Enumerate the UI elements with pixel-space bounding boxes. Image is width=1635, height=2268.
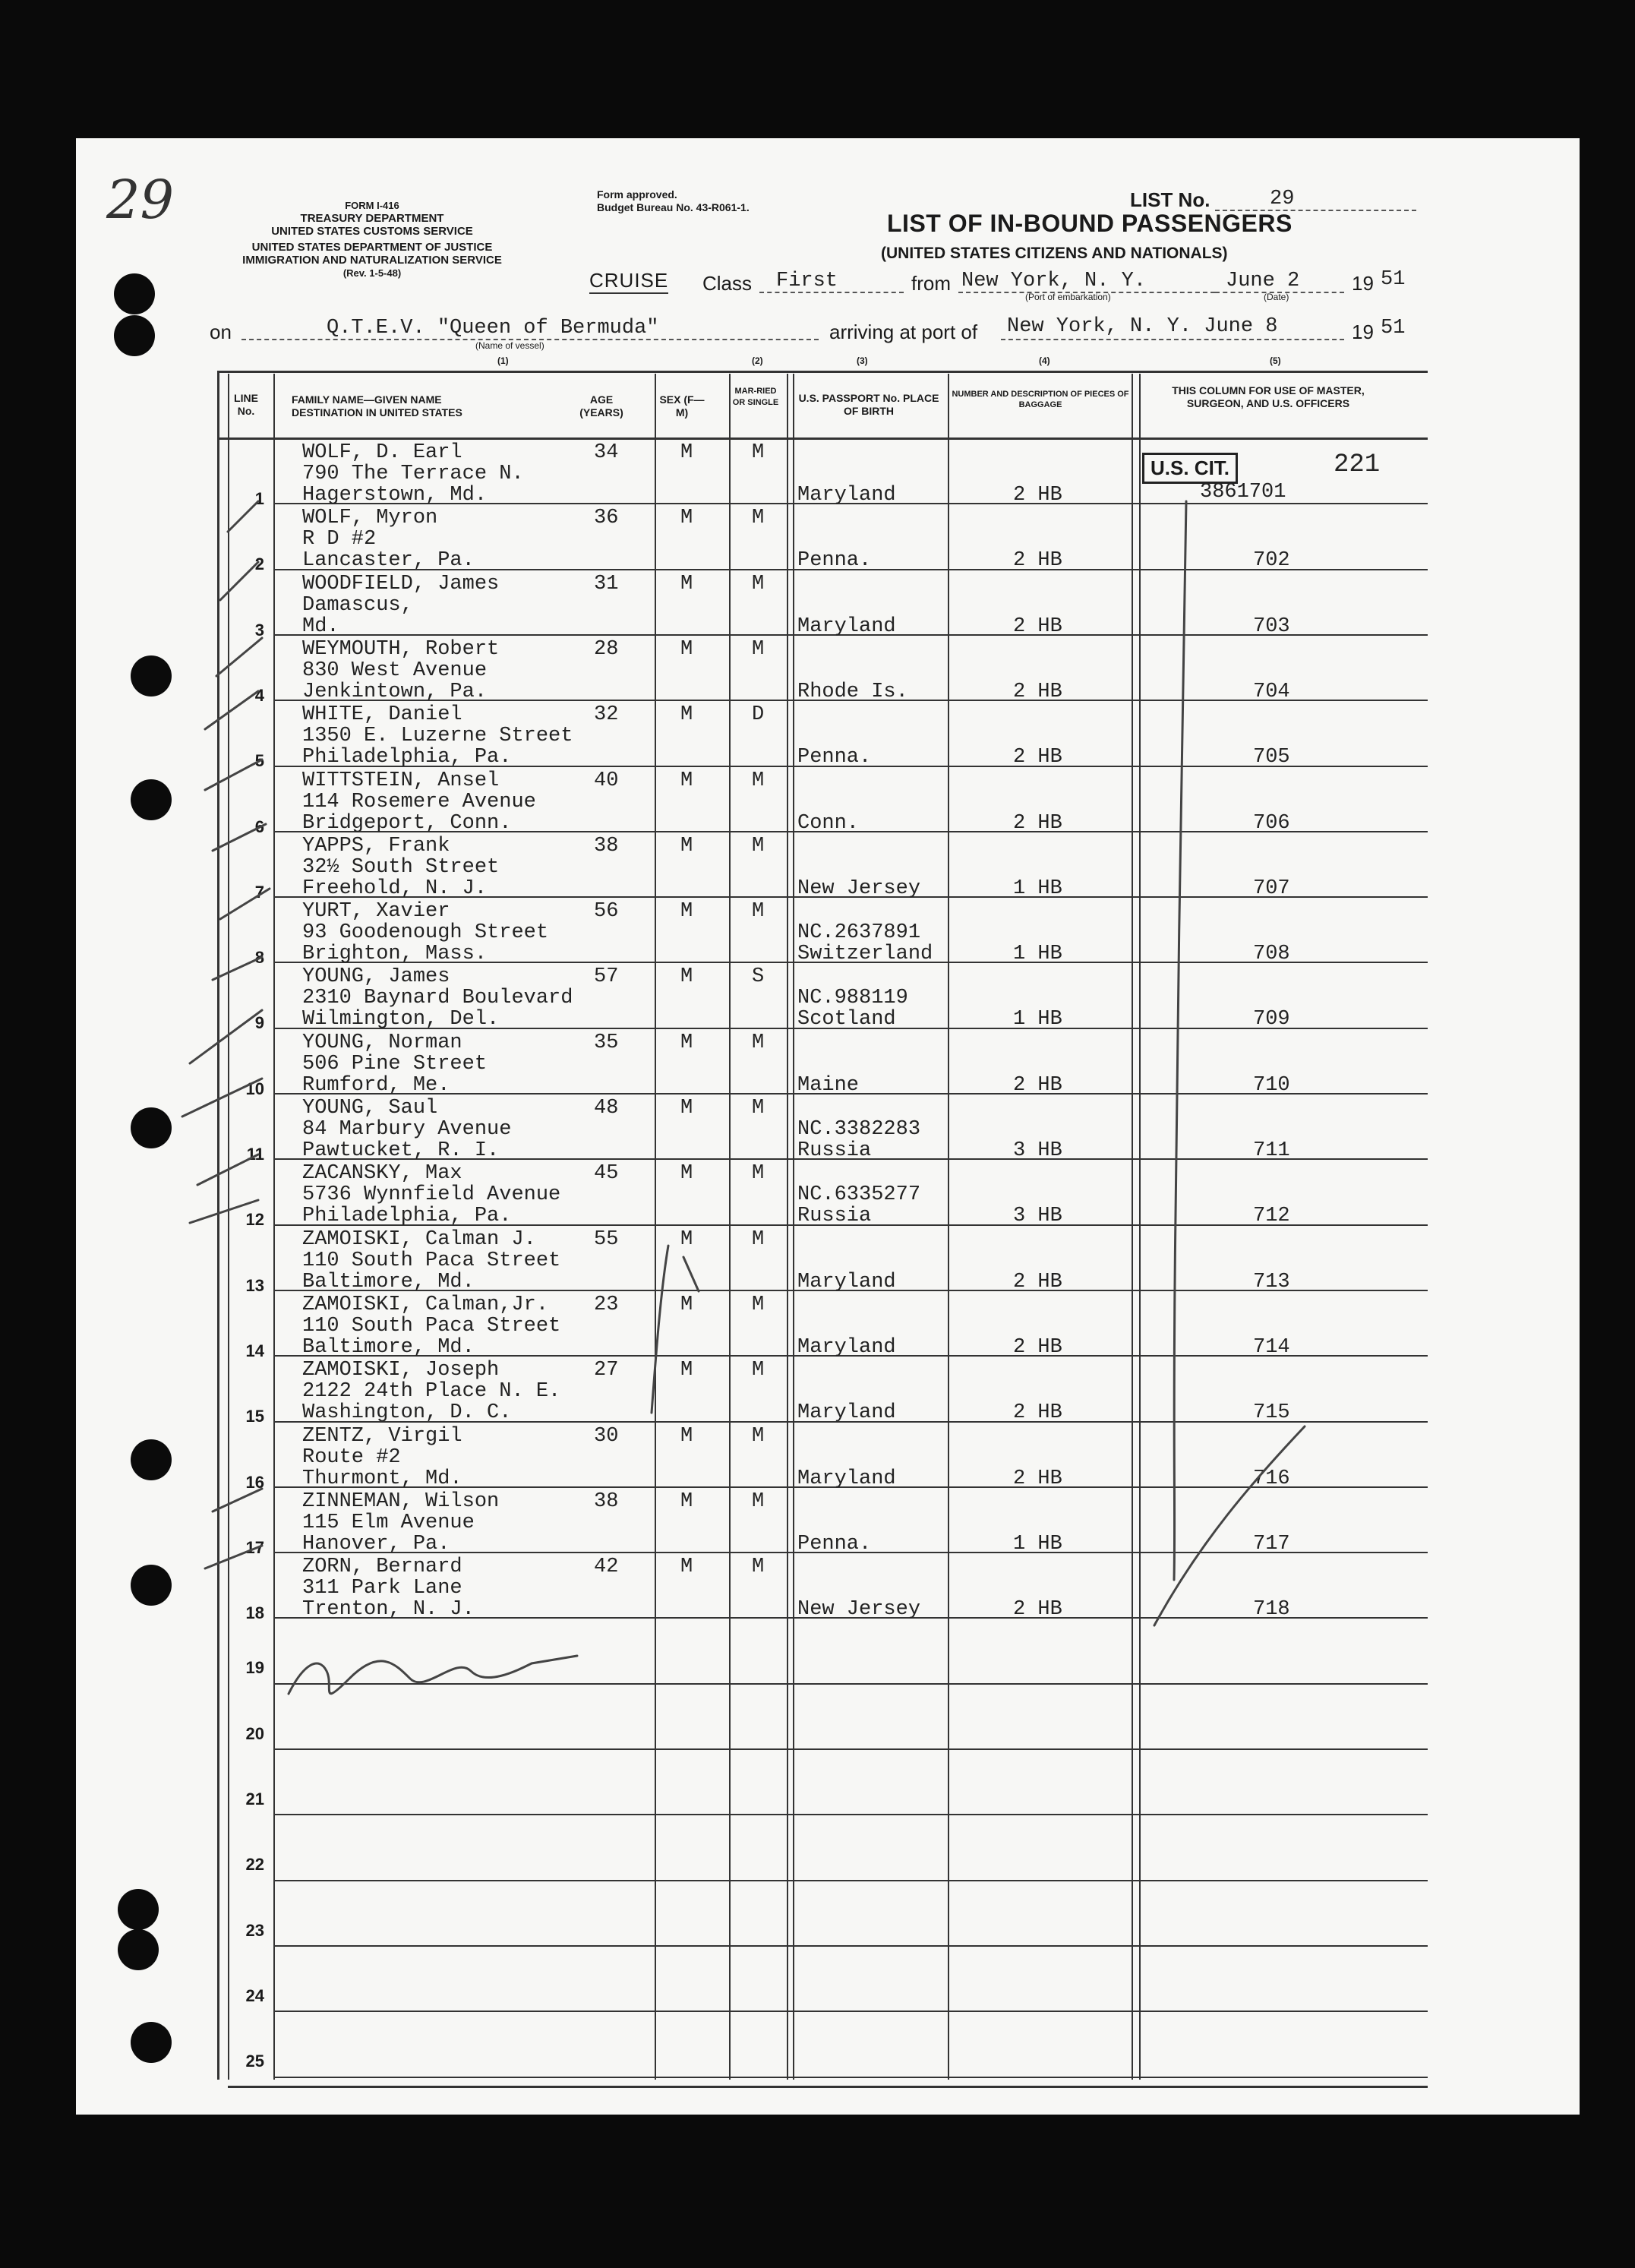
tick-mark	[213, 957, 262, 980]
check-line	[1174, 501, 1186, 1580]
date-value: June 2	[1226, 270, 1300, 292]
place-of-birth: Maryland	[797, 1401, 896, 1425]
passenger-sex: M	[680, 1227, 693, 1251]
passenger-address: Damascus,	[302, 593, 413, 617]
passenger-sex: M	[680, 572, 693, 595]
stamp-number: 221	[1334, 450, 1381, 479]
passenger-age: 34	[594, 441, 619, 464]
passport-number: NC.6335277	[797, 1183, 921, 1207]
passenger-age: 31	[594, 572, 619, 595]
col-header-baggage: NUMBER AND DESCRIPTION OF PIECES OF BAGGAGE	[952, 390, 1129, 409]
passenger-city: Thurmont, Md.	[302, 1467, 462, 1490]
col-header-sex: SEX (F—M)	[659, 393, 705, 419]
officer-number: 704	[1253, 680, 1290, 703]
col-num-5: (5)	[1270, 355, 1281, 366]
passenger-city: Lancaster, Pa.	[302, 549, 475, 573]
officer-number: 714	[1253, 1335, 1290, 1359]
place-of-birth: Maryland	[797, 614, 896, 638]
vessel-name: Q.T.E.V. "Queen of Bermuda"	[327, 317, 659, 340]
line-number: 5	[254, 751, 264, 771]
passenger-address: 2310 Baynard Boulevard	[302, 987, 573, 1010]
passenger-name: YOUNG, Saul	[302, 1097, 438, 1120]
officer-number: 713	[1253, 1270, 1290, 1294]
baggage: 2 HB	[1013, 484, 1062, 507]
passenger-city: Trenton, N. J.	[302, 1598, 475, 1622]
baggage: 2 HB	[1013, 1073, 1062, 1097]
line-number: 11	[246, 1145, 264, 1164]
baggage: 2 HB	[1013, 680, 1062, 703]
form-number: FORM I-416	[345, 200, 399, 211]
passenger-name: WHITE, Daniel	[302, 703, 462, 727]
tick-mark	[190, 1200, 258, 1223]
line-number: 16	[245, 1472, 264, 1492]
passenger-marital: M	[752, 1097, 765, 1120]
passenger-sex: M	[680, 965, 693, 989]
passenger-address: 830 West Avenue	[302, 659, 488, 682]
passenger-marital: M	[752, 441, 765, 464]
passenger-marital: M	[752, 637, 765, 661]
passenger-marital: M	[752, 1293, 765, 1316]
passenger-city: Md.	[302, 614, 339, 638]
passenger-city: Washington, D. C.	[302, 1401, 512, 1425]
baggage: 2 HB	[1013, 1270, 1062, 1294]
place-of-birth: New Jersey	[797, 877, 921, 900]
class-label: Class	[702, 272, 753, 295]
passport-number: NC.3382283	[797, 1118, 921, 1141]
passenger-sex: M	[680, 1031, 693, 1054]
page-title: LIST OF IN-BOUND PASSENGERS	[887, 210, 1293, 237]
passenger-age: 45	[594, 1162, 619, 1186]
place-of-birth: Scotland	[797, 1008, 896, 1031]
passenger-sex: M	[680, 441, 693, 464]
passenger-marital: M	[752, 507, 765, 530]
col-header-age: AGE (YEARS)	[579, 393, 623, 419]
passenger-marital: M	[752, 900, 765, 924]
passenger-address: 84 Marbury Avenue	[302, 1118, 512, 1141]
passenger-city: Baltimore, Md.	[302, 1335, 475, 1359]
line-number: 24	[245, 1985, 264, 2005]
passenger-city: Philadelphia, Pa.	[302, 746, 512, 769]
baggage: 1 HB	[1013, 1532, 1062, 1556]
arriving-label: arriving at port of	[829, 321, 978, 343]
tick-mark	[205, 691, 258, 729]
passenger-name: WOODFIELD, James	[302, 572, 500, 595]
passenger-age: 56	[594, 900, 619, 924]
place-of-birth: Penna.	[797, 549, 872, 573]
passenger-age: 38	[594, 834, 619, 858]
passenger-city: Hagerstown, Md.	[302, 484, 488, 507]
col-header-name: FAMILY NAME—GIVEN NAME	[292, 393, 442, 406]
col-num-1: (1)	[497, 355, 509, 366]
passenger-city: Baltimore, Md.	[302, 1270, 475, 1294]
officer-number: 706	[1253, 811, 1290, 835]
passenger-age: 35	[594, 1031, 619, 1054]
place-of-birth: Maryland	[797, 1335, 896, 1359]
year2-value: 51	[1381, 317, 1406, 340]
baggage: 3 HB	[1013, 1139, 1062, 1162]
check-stroke	[1154, 1426, 1305, 1625]
passenger-marital: M	[752, 572, 765, 595]
passenger-address: 110 South Paca Street	[302, 1249, 561, 1272]
date-caption: (Date)	[1264, 292, 1289, 302]
passenger-address: 93 Goodenough Street	[302, 921, 549, 945]
passenger-sex: M	[680, 769, 693, 792]
line-number: 8	[254, 948, 264, 968]
tick-mark	[228, 501, 258, 532]
place-of-birth: Penna.	[797, 746, 872, 769]
passenger-city: Brighton, Mass.	[302, 943, 488, 966]
line-number: 6	[254, 817, 264, 836]
passenger-sex: M	[680, 703, 693, 727]
passenger-name: ZAMOISKI, Calman J.	[302, 1227, 536, 1251]
line-number: 7	[254, 882, 264, 902]
tick-mark	[220, 562, 258, 600]
signature	[289, 1656, 577, 1694]
dept-treasury: TREASURY DEPARTMENT	[300, 212, 444, 225]
officer-number: 702	[1253, 549, 1290, 573]
list-no-label: LIST No.	[1130, 188, 1210, 211]
tick-mark	[220, 889, 270, 919]
col-num-2: (2)	[752, 355, 763, 366]
passenger-age: 40	[594, 769, 619, 792]
passenger-address: 506 Pine Street	[302, 1052, 488, 1076]
officer-number: 708	[1253, 943, 1290, 966]
year-prefix: 19	[1352, 272, 1374, 295]
arriving-value: New York, N. Y. June 8	[1007, 315, 1278, 338]
line-number: 3	[254, 620, 264, 640]
baggage: 2 HB	[1013, 1401, 1062, 1425]
baggage: 1 HB	[1013, 943, 1062, 966]
passenger-sex: M	[680, 1489, 693, 1513]
passport-number: NC.2637891	[797, 921, 921, 945]
officer-number: 711	[1253, 1139, 1290, 1162]
passenger-age: 42	[594, 1556, 619, 1579]
passenger-marital: M	[752, 834, 765, 858]
baggage: 2 HB	[1013, 746, 1062, 769]
baggage: 2 HB	[1013, 1598, 1062, 1622]
passenger-name: YOUNG, Norman	[302, 1031, 462, 1054]
passenger-marital: S	[752, 965, 765, 989]
tick-mark	[205, 1546, 262, 1568]
line-number: 4	[254, 685, 264, 705]
passenger-name: YURT, Xavier	[302, 900, 450, 924]
passenger-sex: M	[680, 834, 693, 858]
passenger-name: WITTSTEIN, Ansel	[302, 769, 500, 792]
dept-ins: IMMIGRATION AND NATURALIZATION SERVICE	[242, 254, 502, 267]
passenger-marital: M	[752, 1359, 765, 1382]
passenger-name: ZAMOISKI, Calman,Jr.	[302, 1293, 549, 1316]
passenger-city: Rumford, Me.	[302, 1073, 450, 1097]
passport-number: NC.988119	[797, 987, 908, 1010]
passenger-address: 311 Park Lane	[302, 1577, 462, 1600]
bracket-mark	[652, 1246, 668, 1413]
line-number: 13	[245, 1275, 264, 1295]
officer-number: 707	[1253, 877, 1290, 900]
col-header-line: LINE No.	[234, 392, 258, 417]
officer-number: 710	[1253, 1073, 1290, 1097]
line-number: 14	[245, 1341, 264, 1360]
tick-mark	[213, 1489, 262, 1511]
tick-mark	[182, 1079, 262, 1117]
place-of-birth: Switzerland	[797, 943, 933, 966]
tick-mark	[216, 638, 262, 676]
rev-date: (Rev. 1-5-48)	[342, 267, 402, 279]
passenger-sex: M	[680, 1097, 693, 1120]
passenger-sex: M	[680, 1424, 693, 1448]
line-number: 2	[254, 554, 264, 574]
dept-customs: UNITED STATES CUSTOMS SERVICE	[271, 225, 473, 238]
col-header-married: MAR-RIED OR SINGLE	[732, 387, 779, 407]
place-of-birth: New Jersey	[797, 1598, 921, 1622]
passenger-city: Pawtucket, R. I.	[302, 1139, 500, 1162]
passenger-name: YAPPS, Frank	[302, 834, 450, 858]
passenger-address: Route #2	[302, 1445, 401, 1469]
passenger-marital: M	[752, 1556, 765, 1579]
baggage: 3 HB	[1013, 1205, 1062, 1228]
passenger-name: ZENTZ, Virgil	[302, 1424, 462, 1448]
passenger-sex: M	[680, 1293, 693, 1316]
officer-number: 718	[1253, 1598, 1290, 1622]
passenger-name: WOLF, D. Earl	[302, 441, 462, 464]
passenger-age: 48	[594, 1097, 619, 1120]
passenger-address: R D #2	[302, 528, 377, 551]
officer-number: 705	[1253, 746, 1290, 769]
line-number: 1	[254, 489, 264, 508]
passenger-marital: M	[752, 1489, 765, 1513]
passenger-city: Jenkintown, Pa.	[302, 680, 488, 703]
on-label: on	[210, 321, 232, 343]
passenger-age: 27	[594, 1359, 619, 1382]
passenger-address: 5736 Wynnfield Avenue	[302, 1183, 561, 1207]
passenger-city: Freehold, N. J.	[302, 877, 488, 900]
passenger-address: 114 Rosemere Avenue	[302, 790, 536, 813]
passenger-address: 110 South Paca Street	[302, 1314, 561, 1338]
line-number: 25	[245, 2052, 264, 2071]
officer-number: 3861701	[1200, 481, 1286, 504]
line-number: 9	[254, 1013, 264, 1033]
officer-number: 709	[1253, 1008, 1290, 1031]
place-of-birth: Maryland	[797, 484, 896, 507]
col-num-3: (3)	[857, 355, 868, 366]
dept-justice: UNITED STATES DEPARTMENT OF JUSTICE	[251, 241, 493, 254]
baggage: 1 HB	[1013, 1008, 1062, 1031]
passenger-address: 115 Elm Avenue	[302, 1511, 475, 1534]
passenger-age: 28	[594, 637, 619, 661]
place-of-birth: Russia	[797, 1139, 872, 1162]
passenger-marital: M	[752, 1031, 765, 1054]
officer-number: 716	[1253, 1467, 1290, 1490]
line-number: 19	[245, 1658, 264, 1678]
line-number: 22	[245, 1855, 264, 1875]
place-of-birth: Maryland	[797, 1467, 896, 1490]
passenger-age: 30	[594, 1424, 619, 1448]
passenger-marital: D	[752, 703, 765, 727]
baggage: 2 HB	[1013, 811, 1062, 835]
passenger-marital: M	[752, 1162, 765, 1186]
year2-prefix: 19	[1352, 321, 1374, 343]
passenger-name: WOLF, Myron	[302, 507, 438, 530]
us-citizen-stamp: U.S. CIT.	[1142, 453, 1238, 484]
line-number: 10	[245, 1079, 264, 1098]
officer-number: 717	[1253, 1532, 1290, 1556]
passenger-sex: M	[680, 900, 693, 924]
passenger-sex: M	[680, 1162, 693, 1186]
class-value: First	[776, 270, 838, 292]
line-number: 15	[245, 1407, 264, 1426]
baggage: 2 HB	[1013, 1467, 1062, 1490]
passenger-sex: M	[680, 637, 693, 661]
passenger-city: Hanover, Pa.	[302, 1532, 450, 1556]
from-value: New York, N. Y.	[961, 270, 1147, 292]
tick-mark	[197, 1155, 258, 1185]
col-header-officers: THIS COLUMN FOR USE OF MASTER, SURGEON, AND U.S. OFFICERS	[1172, 384, 1365, 409]
col-num-4: (4)	[1039, 355, 1050, 366]
passenger-marital: M	[752, 1227, 765, 1251]
tick-mark	[190, 1010, 262, 1063]
passenger-age: 32	[594, 703, 619, 727]
line-number: 12	[245, 1210, 264, 1230]
col-header-passport: U.S. PASSPORT No. PLACE OF BIRTH	[798, 392, 939, 417]
passenger-age: 55	[594, 1227, 619, 1251]
passenger-age: 23	[594, 1293, 619, 1316]
passenger-address: 32½ South Street	[302, 855, 500, 879]
officer-number: 712	[1253, 1205, 1290, 1228]
passenger-address: 1350 E. Luzerne Street	[302, 725, 573, 748]
budget-bureau: Budget Bureau No. 43-R061-1.	[597, 201, 750, 213]
baggage: 1 HB	[1013, 877, 1062, 900]
line-number: 18	[245, 1603, 264, 1623]
passenger-sex: M	[680, 1556, 693, 1579]
embark-caption: (Port of embarkation)	[1025, 292, 1111, 302]
list-no-value: 29	[1270, 188, 1295, 210]
passenger-name: YOUNG, James	[302, 965, 450, 989]
place-of-birth: Maryland	[797, 1270, 896, 1294]
place-of-birth: Conn.	[797, 811, 860, 835]
line-number: 20	[245, 1723, 264, 1743]
place-of-birth: Rhode Is.	[797, 680, 908, 703]
passenger-name: ZINNEMAN, Wilson	[302, 1489, 500, 1513]
baggage: 2 HB	[1013, 1335, 1062, 1359]
passenger-city: Bridgeport, Conn.	[302, 811, 512, 835]
margin-note: 29	[106, 169, 175, 231]
form-approved: Form approved.	[597, 188, 677, 201]
passenger-sex: M	[680, 1359, 693, 1382]
col-header-destination: DESTINATION IN UNITED STATES	[292, 406, 462, 419]
passenger-marital: M	[752, 1424, 765, 1448]
officer-number: 715	[1253, 1401, 1290, 1425]
place-of-birth: Penna.	[797, 1532, 872, 1556]
line-number: 23	[245, 1920, 264, 1940]
passenger-marital: M	[752, 769, 765, 792]
from-label: from	[911, 272, 951, 295]
baggage: 2 HB	[1013, 614, 1062, 638]
page-subtitle: (UNITED STATES CITIZENS AND NATIONALS)	[881, 245, 1228, 262]
line-number: 17	[245, 1537, 264, 1557]
passenger-age: 38	[594, 1489, 619, 1513]
passenger-sex: M	[680, 507, 693, 530]
year-value: 51	[1381, 268, 1406, 291]
baggage: 2 HB	[1013, 549, 1062, 573]
passenger-name: WEYMOUTH, Robert	[302, 637, 500, 661]
line-number: 21	[245, 1789, 264, 1808]
passenger-name: ZORN, Bernard	[302, 1556, 462, 1579]
tick-mark	[213, 824, 266, 851]
place-of-birth: Russia	[797, 1205, 872, 1228]
officer-number: 703	[1253, 614, 1290, 638]
passenger-age: 36	[594, 507, 619, 530]
passenger-address: 790 The Terrace N.	[302, 463, 524, 485]
passenger-name: ZAMOISKI, Joseph	[302, 1359, 500, 1382]
cruise-label: CRUISE	[589, 269, 668, 294]
bracket-mark	[683, 1257, 699, 1291]
passenger-name: ZACANSKY, Max	[302, 1162, 462, 1186]
passenger-age: 57	[594, 965, 619, 989]
passenger-address: 2122 24th Place N. E.	[302, 1380, 561, 1404]
vessel-caption: (Name of vessel)	[475, 340, 544, 351]
passenger-city: Philadelphia, Pa.	[302, 1205, 512, 1228]
passenger-city: Wilmington, Del.	[302, 1008, 500, 1031]
place-of-birth: Maine	[797, 1073, 860, 1097]
tick-mark	[205, 760, 262, 790]
